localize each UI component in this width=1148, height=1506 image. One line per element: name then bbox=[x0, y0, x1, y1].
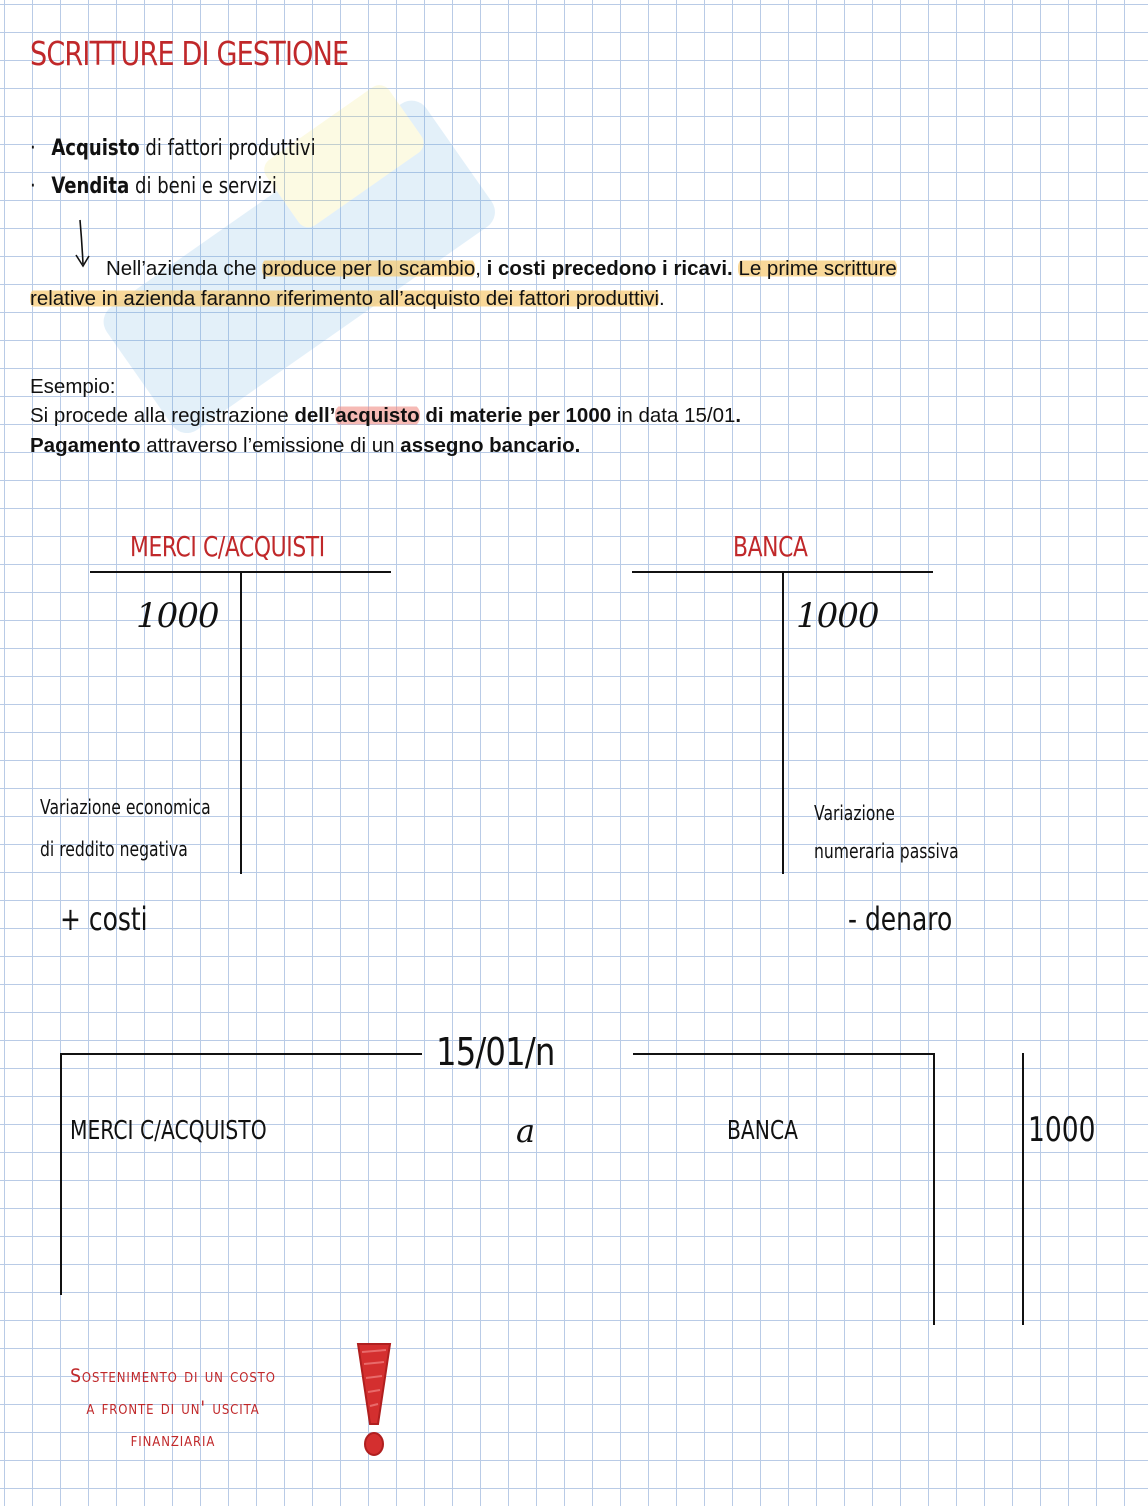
highlight-text: relative in azienda faranno riferimento all’acquisto dei fattori produttivi bbox=[30, 287, 660, 310]
intro-bold: i costi precedono i ricavi. bbox=[486, 257, 733, 280]
example-bold: Pagamento bbox=[30, 434, 141, 457]
t-account-divider bbox=[240, 571, 242, 874]
journal-amount-border bbox=[1022, 1053, 1024, 1325]
example-bold: di materie per 1000 bbox=[419, 404, 612, 427]
example-bold: . bbox=[735, 404, 742, 427]
highlight-text: produce per lo scambio bbox=[262, 257, 476, 280]
journal-top-line bbox=[633, 1053, 935, 1055]
highlight-text: Le prime scritture bbox=[738, 257, 897, 280]
note-line: Sostenimento di un costo bbox=[70, 1365, 276, 1387]
note-line: di reddito negativa bbox=[40, 837, 188, 861]
note-line: numeraria passiva bbox=[814, 839, 959, 863]
journal-right-border bbox=[933, 1053, 935, 1325]
example-text: attraverso l’emissione di un bbox=[140, 434, 401, 457]
example-line-2 bbox=[30, 431, 580, 461]
account-note bbox=[40, 786, 211, 870]
bullet-text: di beni e servizi bbox=[129, 174, 277, 199]
intro-line-1 bbox=[106, 254, 897, 284]
warning-note bbox=[38, 1360, 308, 1456]
effect-label: + costi bbox=[60, 900, 148, 938]
journal-connector: a bbox=[516, 1112, 535, 1150]
account-title-banca: BANCA bbox=[733, 530, 808, 563]
journal-amount: 1000 bbox=[1028, 1110, 1096, 1150]
journal-top-line bbox=[60, 1053, 422, 1055]
note-line: finanziaria bbox=[130, 1429, 216, 1451]
journal-left-border bbox=[60, 1053, 62, 1295]
example-label: Esempio: bbox=[30, 375, 116, 398]
account-title-merci: MERCI C/ACQUISTI bbox=[130, 530, 325, 563]
intro-text: azienda che bbox=[145, 257, 263, 280]
bullet-vendita: · Vendita di beni e servizi bbox=[30, 174, 277, 199]
exclamation-icon bbox=[354, 1340, 394, 1458]
effect-label: - denaro bbox=[848, 900, 953, 938]
note-line: a fronte di un' uscita bbox=[86, 1397, 260, 1419]
account-note bbox=[814, 794, 959, 870]
account-amount: 1000 bbox=[796, 596, 879, 636]
down-arrow-icon bbox=[68, 218, 98, 272]
note-line: Variazione bbox=[814, 801, 895, 825]
example-text: in data 15/01 bbox=[611, 404, 736, 427]
account-amount: 1000 bbox=[136, 596, 219, 636]
journal-credit-account: BANCA bbox=[727, 1116, 798, 1146]
intro-text: . bbox=[659, 287, 665, 310]
bullet-acquisto: · Acquisto di fattori produttivi bbox=[30, 136, 316, 161]
journal-date: 15/01/n bbox=[436, 1030, 555, 1074]
example-text: Si procede alla registrazione bbox=[30, 404, 295, 427]
example-bold: dell’ bbox=[294, 404, 336, 427]
t-account-divider bbox=[782, 571, 784, 874]
intro-text: , bbox=[475, 257, 487, 280]
bullet-text: di fattori produttivi bbox=[139, 136, 316, 161]
example-bold: assegno bancario. bbox=[400, 434, 581, 457]
note-line: Variazione economica bbox=[40, 795, 211, 819]
journal-debit-account: MERCI C/ACQUISTO bbox=[70, 1116, 267, 1146]
highlight-red-text: acquisto bbox=[335, 404, 420, 427]
example-line-1 bbox=[30, 401, 741, 431]
bullet-bold: Acquisto bbox=[51, 136, 140, 161]
bullet-bold: Vendita bbox=[51, 174, 130, 199]
intro-line-2 bbox=[30, 284, 665, 314]
intro-text: Nell’ bbox=[106, 257, 146, 280]
page-title: SCRITTURE DI GESTIONE bbox=[30, 34, 349, 73]
